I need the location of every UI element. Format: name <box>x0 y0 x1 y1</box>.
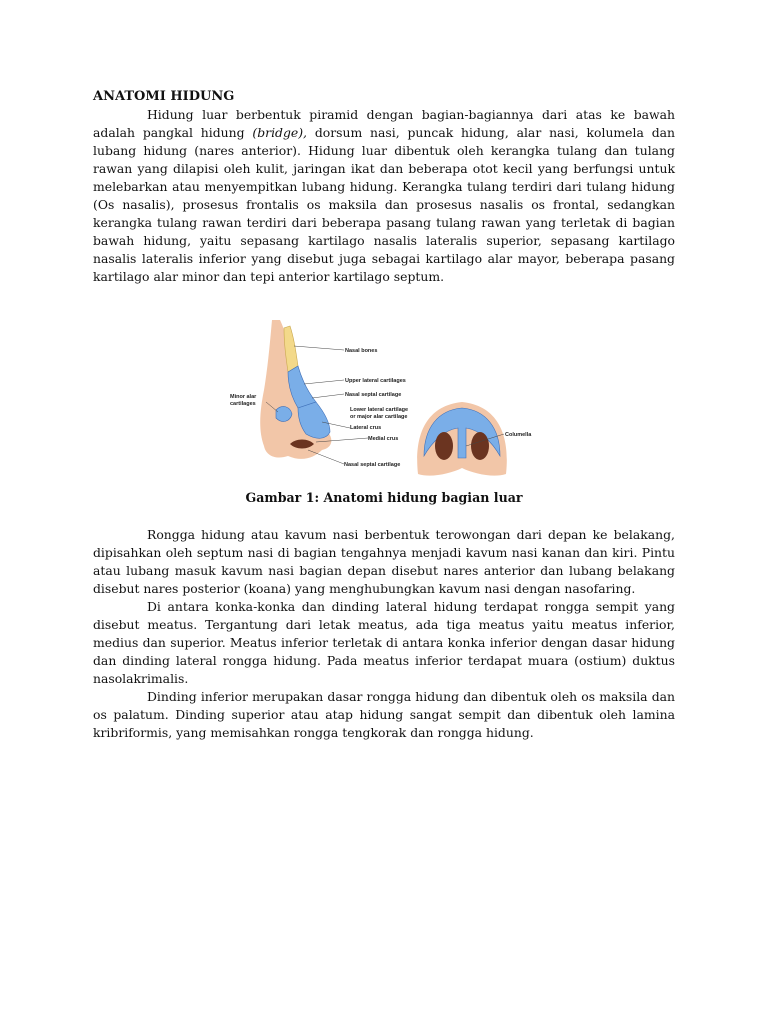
label-columella: Columella <box>505 432 532 438</box>
paragraph-walls: Dinding inferior merupakan dasar rongga hidung dan dibentuk oleh os maksila dan os palatum. Dinding superior atau atap hidung sangat sempit dan dibentuk oleh lamina kribriformis, yang memisahkan rongga tengkorak dan rongga hidung. <box>93 689 675 740</box>
label-upper-lateral-cartilages: Upper lateral cartilages <box>345 378 406 384</box>
label-nasal-septal-cartilage-bottom: Nasal septal cartilage <box>344 462 401 468</box>
figure-caption: Gambar 1: Anatomi hidung bagian luar <box>245 490 523 505</box>
section-heading: ANATOMI HIDUNG <box>93 89 235 104</box>
label-lateral-crus: Lateral crus <box>350 425 382 431</box>
label-minor-alar-line2: cartilages <box>230 401 256 407</box>
label-medial-crus: Medial crus <box>368 436 399 442</box>
nose-anatomy-figure <box>228 318 543 478</box>
nose-lateral-view <box>230 320 408 468</box>
left-nostril <box>435 432 453 460</box>
paragraph-meatus: Di antara konka-konka dan dinding lateral hidung terdapat rongga sempit yang disebut meatus. Tergantung dari letak meatus, ada tiga meatus yaitu meatus inferior, medius dan superior. Meatus inferior terletak di antara konka inferior dengan dasar hidung dan dinding lateral rongga hidung. Pada meatus inferior terdapat muara (ostium) duktus nasolakrimalis. <box>93 599 675 686</box>
para1-italic-term: (bridge), <box>252 125 307 140</box>
label-nasal-septal-cartilage: Nasal septal cartilage <box>345 392 402 398</box>
paragraph-outer-nose <box>93 106 675 286</box>
body-block <box>93 526 675 742</box>
label-major-alar-cartilage: or major alar cartilage <box>350 414 408 420</box>
para1-text-end: dorsum nasi, puncak hidung, alar nasi, kolumela dan lubang hidung (nares anterior). Hidung luar dibentuk oleh kerangka tulang dan tulang rawan yang dilapisi oleh kulit, jaringan ikat dan beberapa otot kecil yang berfungsi untuk melebarkan atau menyempitkan lubang hidung. Kerangka tulang terdiri dari tulang hidung (Os nasalis), prosesus frontalis os maksila dan prosesus nasalis os frontal, sedangkan kerangka tulang rawan terdiri dari beberapa pasang tulang rawan yang terletak di bagian bawah hidung, yaitu sepasang kartilago nasalis lateralis superior, sepasang kartilago nasalis lateralis inferior yang disebut juga sebagai kartilago alar mayor, beberapa pasang kartilago alar minor dan tepi anterior kartilago septum. <box>93 125 675 284</box>
label-nasal-bones: Nasal bones <box>345 348 378 354</box>
label-minor-alar-line1: Minor alar <box>230 394 257 400</box>
label-lower-lateral-cartilage: Lower lateral cartilage <box>350 407 409 413</box>
minor-alar-cartilage-shape <box>276 407 292 422</box>
paragraph-nasal-cavity: Rongga hidung atau kavum nasi berbentuk terowongan dari depan ke belakang, dipisahkan oleh septum nasi di bagian tengahnya menjadi kavum nasi kanan dan kiri. Pintu atau lubang masuk kavum nasi bagian depan disebut nares anterior dan lubang belakang disebut nares posterior (koana) yang menghubungkan kavum nasi dengan nasofaring. <box>93 527 675 596</box>
right-nostril <box>471 432 489 460</box>
para1-text-start: Hidung luar berbentuk piramid dengan bagian-bagiannya dari atas ke bawah adalah pangkal hidung <box>93 107 675 140</box>
intro-block <box>93 106 675 286</box>
nose-basal-view <box>417 402 532 476</box>
